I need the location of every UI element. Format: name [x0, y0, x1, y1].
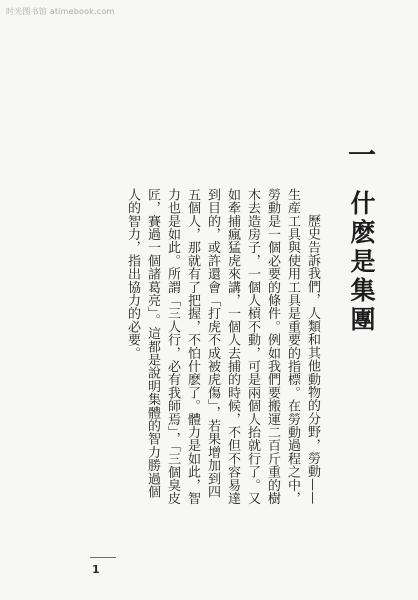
- page-number: 1: [92, 563, 100, 576]
- paragraph: 歷史告訴我們，人類和其他動物的分野，勞動——生産工具與使用工具是重要的指標。在勞動過程之中，勞動是一個必要的條件。例如我們要搬運二百斤重的樹木去造房子，一個人槓不動，可是兩個人抬就行了。又如牽捕瘋猛虎來講，一個人去捕的時候，不但不容易達到目的，或許還會「打虎不成被虎傷」，若果增加到四五個人，那就有了把握，不怕什麽了。體力是如此，智力也是如此。所謂「三人行，必有我師焉」，「三個臭皮匠，賽過一個諸葛亮」。這都是說明集體的智力勝過個人的智力，指出協力的必要。: [125, 188, 320, 505]
- page-number-rule: [90, 557, 116, 558]
- chapter-heading: [344, 140, 377, 335]
- watermark-text: 时光图书馆 atimebook.com: [6, 7, 115, 16]
- chapter-title: 什麽是集團: [347, 190, 376, 335]
- chapter-number: 一: [344, 140, 377, 168]
- body-text: [122, 188, 322, 508]
